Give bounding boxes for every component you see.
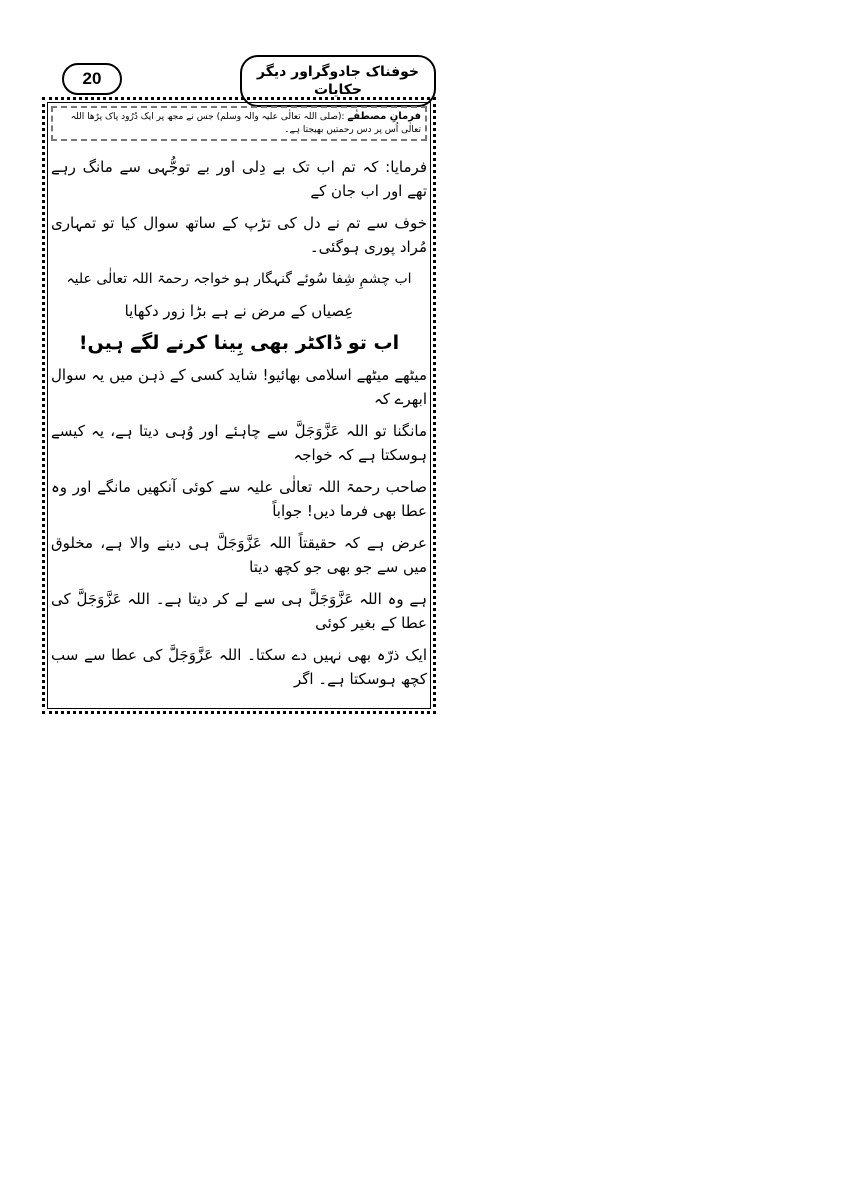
section-heading: اب تو ڈاکٹر بھی بِینا کرنے لگے ہیں! <box>78 332 400 354</box>
page-number: 20 <box>62 63 122 95</box>
hadith-label: فرمانِ مصطفٰے <box>347 111 421 122</box>
body-line: ہے وہ اللہ عَزَّوَجَلَّ ہی سے لے کر دیتا ہے۔ اللہ عَزَّوَجَلَّ کی عطا کے بغیر کوئی <box>51 590 427 632</box>
hadith-text: :(صلی اللہ تعالٰی علیہ والہ وسلم) جس نے مجھ پر ایک دُرُود پاک پڑھا اللہ تعالٰی اُس پر دس رحمتیں بھیجتا ہے۔ <box>70 112 421 135</box>
poem-verse-1: اب چشمِ شِفا سُوئے گنہگار ہو خواجہ رحمۃ اللہ تعالٰی علیہ <box>66 271 412 287</box>
body-line: عرض ہے کہ حقیقتاً اللہ عَزَّوَجَلَّ ہی دینے والا ہے، مخلوق میں سے جو بھی جو کچھ دیتا <box>51 534 427 576</box>
body-line: میٹھے میٹھے اسلامی بھائیو! شاید کسی کے ذہن میں یہ سوال ابھرے کہ <box>51 366 427 408</box>
book-title: خوفناک جادوگراور دیگر حکایات <box>240 55 436 107</box>
body-line: مانگنا تو اللہ عَزَّوَجَلَّ سے چاہئے اور وُہی دیتا ہے، یہ کیسے ہوسکتا ہے کہ خواجہ <box>51 422 427 464</box>
poem-verse-2: عِصیاں کے مرض نے ہے بڑا زور دکھایا <box>124 302 354 320</box>
body-line: فرمایا: کہ تم اب تک بے دِلی اور بے توجُّہی سے مانگ رہے تھے اور اب جان کے <box>51 158 427 200</box>
hadith-band <box>51 106 427 141</box>
body-line: ایک ذرّہ بھی نہیں دے سکتا۔ اللہ عَزَّوَجَلَّ کی عطا سے سب کچھ ہوسکتا ہے۔ اگر <box>51 646 427 688</box>
page-border <box>42 97 436 714</box>
body-line: صاحب رحمۃ اللہ تعالٰی علیہ سے کوئی آنکھیں مانگے اور وہ عطا بھی فرما دیں! جواباً <box>51 478 427 520</box>
body-line: خوف سے تم نے دل کی تڑپ کے ساتھ سوال کیا تو تمہاری مُراد پوری ہوگئی۔ <box>51 214 427 256</box>
page-body <box>51 151 427 695</box>
